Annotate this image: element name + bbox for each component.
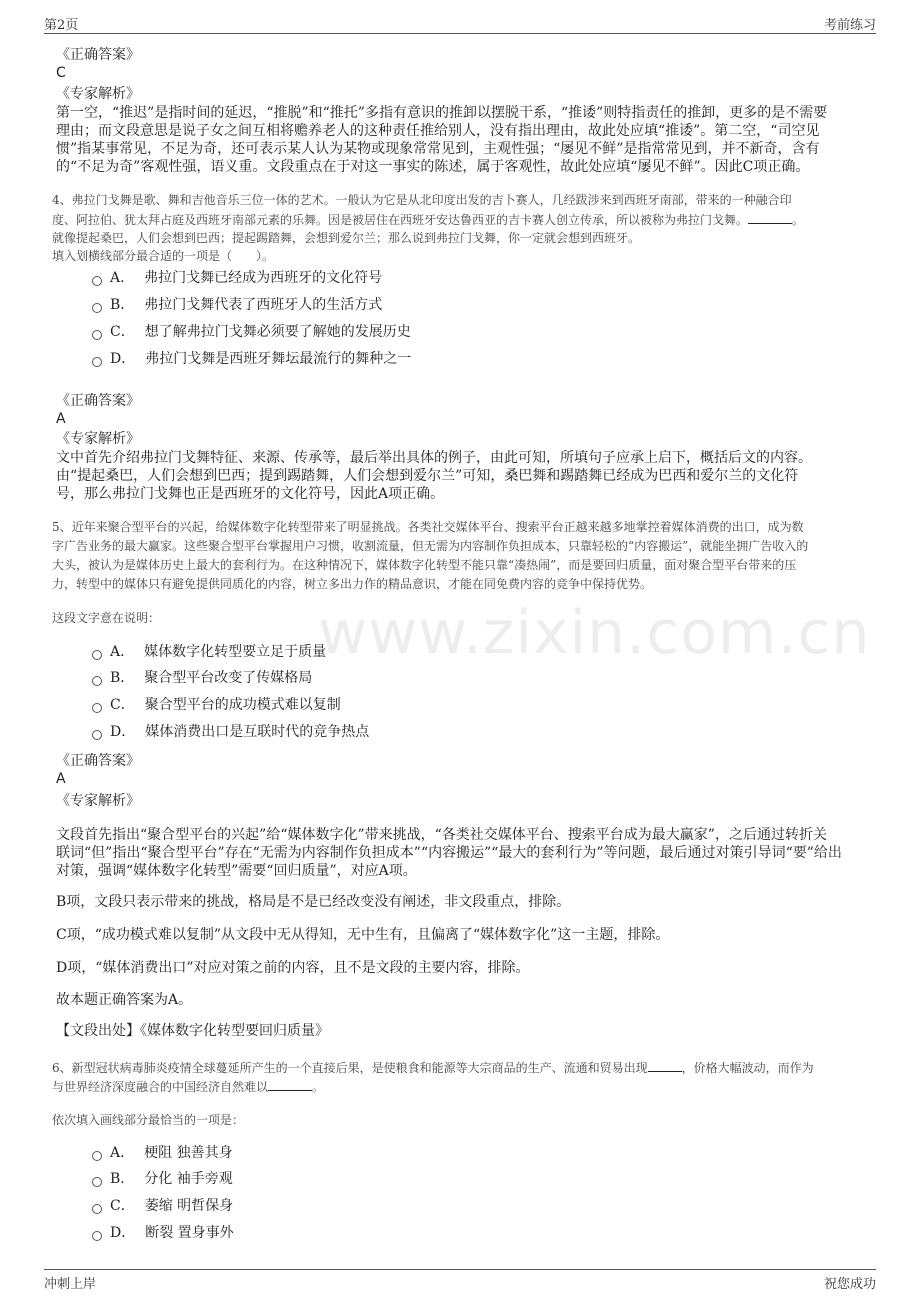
option-c[interactable]: C． 聚合型平台的成功模式难以复制 <box>92 696 341 714</box>
question-stem-line: 大头，被认为是媒体历史上最大的套利行为。在这种情况下，媒体数字化转型不能只靠“凑热闹”，而是要回归质量，面对聚合型平台带来的压 <box>52 558 797 572</box>
option-a[interactable]: A． 弗拉门戈舞已经成为西班牙的文化符号 <box>92 269 382 287</box>
answer-label: 《正确答案》 <box>56 47 140 63</box>
option-a[interactable]: A． 媒体数字化转型要立足于质量 <box>92 643 326 661</box>
option-a[interactable]: A． 梗阻 独善其身 <box>92 1144 233 1162</box>
answer-value: A <box>56 411 66 427</box>
header-divider <box>44 33 876 34</box>
option-d[interactable]: D． 媒体消费出口是互联时代的竞争热点 <box>92 723 369 741</box>
radio-icon[interactable] <box>92 330 102 340</box>
option-d[interactable]: D． 弗拉门戈舞是西班牙舞坛最流行的舞种之一 <box>92 350 411 368</box>
question-prompt: 这段文字意在说明： <box>52 611 161 625</box>
answer-value: A <box>56 771 66 787</box>
analysis-label: 《专家解析》 <box>56 793 140 809</box>
option-c[interactable]: C． 想了解弗拉门戈舞必须要了解她的发展历史 <box>92 323 411 341</box>
analysis-line: 文段首先指出“聚合型平台的兴起”给“媒体数字化”带来挑战，“各类社交媒体平台、搜索平台成为最大赢家”，之后通过转折关 <box>56 827 827 843</box>
radio-icon[interactable] <box>92 303 102 313</box>
radio-icon[interactable] <box>92 730 102 740</box>
analysis-line: 的“不足为奇”客观性强，语义重。文段重点在于对这一事实的陈述，属于客观性，故此处应填“屡见不鲜”。因此C项正确。 <box>56 159 810 175</box>
analysis-line: 理由；而文段意思是说子女之间互相将赡养老人的这种责任推给别人，没有指出理由，故此处应填“推诿”。第二空，“司空见 <box>56 123 820 139</box>
fill-blank <box>748 209 792 224</box>
radio-icon[interactable] <box>92 357 102 367</box>
radio-icon[interactable] <box>92 650 102 660</box>
answer-value: C <box>56 65 66 81</box>
analysis-line: 惯”指某事常见，不足为奇，还可表示某人认为某物或现象常常见到，主观性强；“屡见不鲜”是指常常见到，并不新奇，含有 <box>56 141 820 157</box>
analysis-conclusion: 故本题正确答案为A。 <box>56 992 193 1008</box>
option-b[interactable]: B． 分化 袖手旁观 <box>92 1170 233 1188</box>
analysis-label: 《专家解析》 <box>56 86 140 102</box>
radio-icon[interactable] <box>92 1177 102 1187</box>
analysis-option-c: C项，“成功模式难以复制”从文段中无从得知，无中生有，且偏离了“媒体数字化”这一主题，排除。 <box>56 927 670 943</box>
analysis-line: 由“提起桑巴，人们会想到巴西；提到踢踏舞，人们会想到爱尔兰”可知，桑巴舞和踢踏舞已经成为巴西和爱尔兰的文化符 <box>56 468 799 484</box>
option-b[interactable]: B． 弗拉门戈舞代表了西班牙人的生活方式 <box>92 296 382 314</box>
footer-left: 冲刺上岸 <box>44 1277 97 1292</box>
analysis-line: 对策，强调“媒体数字化转型”需要“回归质量”，对应A项。 <box>56 863 417 879</box>
question-stem-line: 字广告业务的最大赢家。这些聚合型平台掌握用户习惯，收割流量，但无需为内容制作负担成本，只靠轻松的“内容搬运”，就能坐拥广告收入的 <box>52 539 809 553</box>
analysis-line: 第一空，“推迟”是指时间的延迟，“推脱”和“推托”多指有意识的推卸以摆脱干系，“推诿”则特指责任的推卸，更多的是不需要 <box>56 105 828 121</box>
option-c[interactable]: C． 萎缩 明哲保身 <box>92 1197 233 1215</box>
question-stem-line: 4、弗拉门戈舞是歌、舞和吉他音乐三位一体的艺术。一般认为它是从北印度出发的吉卜赛人，几经跋涉来到西班牙南部，带来的一种融合印 <box>52 193 792 207</box>
question-stem-line: 5、近年来聚合型平台的兴起，给媒体数字化转型带来了明显挑战。各类社交媒体平台、搜索平台正越来越多地掌控着媒体消费的出口，成为数 <box>52 520 804 534</box>
radio-icon[interactable] <box>92 1151 102 1161</box>
analysis-line: 文中首先介绍弗拉门戈舞特征、来源、传承等，最后举出具体的例子，由此可知，所填句子应承上启下，概括后文的内容。 <box>56 450 812 466</box>
watermark: www.zixin.com.cn <box>318 598 871 668</box>
analysis-line: 联词“但”指出“聚合型平台”存在“无需为内容制作负担成本”“内容搬运”“最大的套利行为”等问题，最后通过对策引导词“要”给出 <box>56 845 842 861</box>
option-d[interactable]: D． 断裂 置身事外 <box>92 1224 234 1242</box>
passage-source: 【文段出处】《媒体数字化转型要回归质量》 <box>56 1023 329 1039</box>
analysis-line: 号，那么弗拉门戈舞也正是西班牙的文化符号，因此A项正确。 <box>56 486 445 502</box>
answer-label: 《正确答案》 <box>56 393 140 409</box>
analysis-label: 《专家解析》 <box>56 431 140 447</box>
answer-label: 《正确答案》 <box>56 753 140 769</box>
header-title: 考前练习 <box>823 18 876 33</box>
radio-icon[interactable] <box>92 276 102 286</box>
footer-right: 祝您成功 <box>823 1277 876 1292</box>
fill-blank <box>268 1076 312 1091</box>
question-stem-line: 与世界经济深度融合的中国经济自然难以 。 <box>52 1076 324 1097</box>
question-stem-line: 就像提起桑巴，人们会想到巴西；提起踢踏舞，会想到爱尔兰；那么说到弗拉门戈舞，你一定就会想到西班牙。 <box>52 231 641 245</box>
question-stem-line: 6、新型冠状病毒肺炎疫情全球蔓延所产生的一个直接后果，是使粮食和能源等大宗商品的生产、流通和贸易出现 ，价格大幅波动，而作为 <box>52 1057 814 1078</box>
question-prompt: 填入划横线部分最合适的一项是（ ）。 <box>52 249 275 263</box>
radio-icon[interactable] <box>92 676 102 686</box>
question-stem-line: 度、阿拉伯、犹太拜占庭及西班牙南部元素的乐舞。因是被居住在西班牙安达鲁西亚的吉卡赛人创立传承，所以被称为弗拉门戈舞。 。 <box>52 209 804 230</box>
question-prompt: 依次填入画线部分最恰当的一项是： <box>52 1113 245 1127</box>
analysis-option-d: D项，“媒体消费出口”对应对策之前的内容，且不是文段的主要内容，排除。 <box>56 960 530 976</box>
radio-icon[interactable] <box>92 703 102 713</box>
question-stem-line: 力，转型中的媒体只有避免提供同质化的内容，树立多出力作的精品意识，才能在同免费内容的竞争中保持优势。 <box>52 577 653 591</box>
option-b[interactable]: B． 聚合型平台改变了传媒格局 <box>92 669 312 687</box>
radio-icon[interactable] <box>92 1231 102 1241</box>
fill-blank <box>648 1057 682 1072</box>
analysis-option-b: B项，文段只表示带来的挑战，格局是不是已经改变没有阐述，非文段重点，排除。 <box>56 894 571 910</box>
footer-divider <box>44 1269 876 1270</box>
page-number: 第2页 <box>44 18 79 33</box>
radio-icon[interactable] <box>92 1204 102 1214</box>
